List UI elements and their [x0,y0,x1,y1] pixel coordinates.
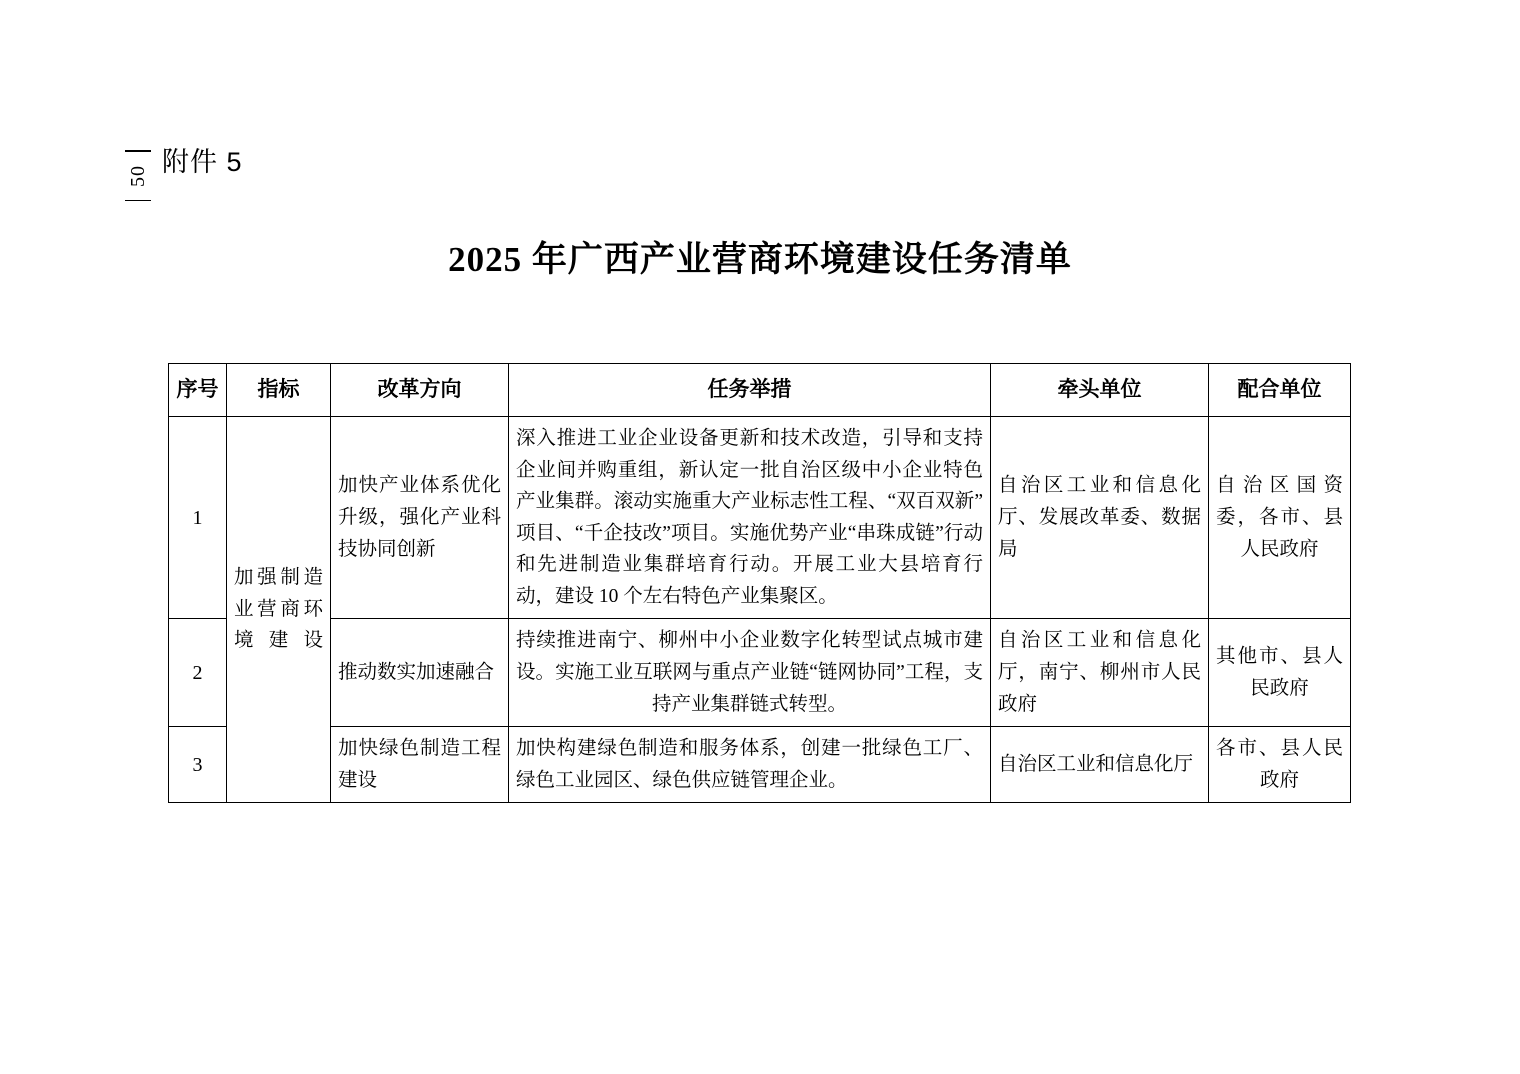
col-header-lead: 牵头单位 [991,364,1209,417]
page-folio [108,150,168,201]
cell-direction: 加快绿色制造工程建设 [331,727,509,803]
cell-coop: 自治区国资委，各市、县人民政府 [1209,417,1351,619]
cell-lead: 自治区工业和信息化厅、发展改革委、数据局 [991,417,1209,619]
attachment-label: 附件 5 [162,147,243,177]
cell-seq: 3 [169,727,227,803]
cell-task: 持续推进南宁、柳州中小企业数字化转型试点城市建设。实施工业互联网与重点产业链“链网协同”工程，支持产业集群链式转型。 [509,619,991,727]
cell-direction: 加快产业体系优化升级，强化产业科技协同创新 [331,417,509,619]
task-table [168,363,1351,803]
col-header-seq: 序号 [169,364,227,417]
col-header-index: 指标 [227,364,331,417]
cell-lead: 自治区工业和信息化厅 [991,727,1209,803]
cell-seq: 1 [169,417,227,619]
cell-direction: 推动数实加速融合 [331,619,509,727]
task-table-wrapper [168,363,1350,803]
table-row [169,417,1351,619]
cell-coop: 各市、县人民政府 [1209,727,1351,803]
table-row [169,619,1351,727]
page-title: 2025 年广西产业营商环境建设任务清单 [448,240,1072,279]
col-header-coop: 配合单位 [1209,364,1351,417]
cell-seq: 2 [169,619,227,727]
table-row [169,727,1351,803]
cell-index-group: 加强制造业营商环境建设 [227,417,331,803]
cell-coop: 其他市、县人民政府 [1209,619,1351,727]
table-header-row [169,364,1351,417]
folio-number: 50 [127,164,149,187]
cell-lead: 自治区工业和信息化厅，南宁、柳州市人民政府 [991,619,1209,727]
cell-task: 深入推进工业企业设备更新和技术改造，引导和支持企业间并购重组，新认定一批自治区级中小企业特色产业集群。滚动实施重大产业标志性工程、“双百双新”项目、“千企技改”项目。实施优势产业“串珠成链”行动和先进制造业集群培育行动。开展工业大县培育行动，建设 10 个左右特色产业集聚区。 [509,417,991,619]
col-header-task: 任务举措 [509,364,991,417]
col-header-direction: 改革方向 [331,364,509,417]
cell-task: 加快构建绿色制造和服务体系，创建一批绿色工厂、绿色工业园区、绿色供应链管理企业。 [509,727,991,803]
